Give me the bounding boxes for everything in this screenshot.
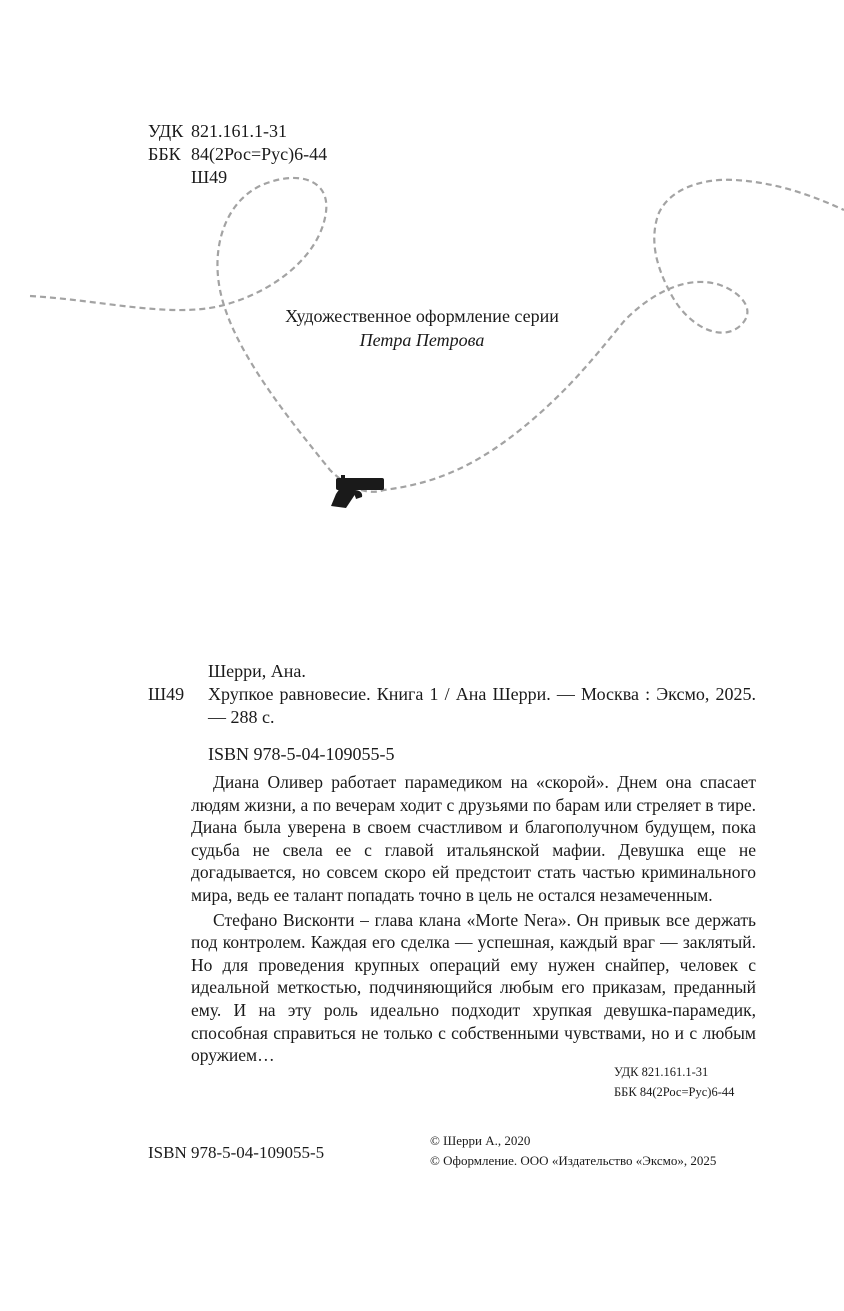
annotation-udk: УДК 821.161.1-31 — [614, 1065, 709, 1079]
annotation — [191, 771, 756, 1067]
udk-row — [148, 120, 327, 143]
entry-author: Шерри, Ана. — [208, 661, 306, 681]
annotation-paragraph-1: Диана Оливер работает парамедиком на «скорой». Днем она спасает людям жизни, а по вечерам ходит с друзьями по барам или стреляет в тире. Диана была уверена в своем счастливом и благополучном будущем, пока судьба не свела ее с главой итальянской мафии. Девушка еще не догадывается, но совсем скоро ей предстоит стать частью криминального мира, ведь ее талант попадать точно в цель не остался незамеченным. — [191, 772, 756, 905]
annotation-codes — [614, 1062, 734, 1102]
entry-description: Хрупкое равновесие. Книга 1 / Ана Шерри. — Москва : Эксмо, 2025. — 288 с. — [208, 684, 756, 727]
udk-label: УДК — [148, 121, 184, 141]
copyright-design: © Оформление. ООО «Издательство «Эксмо», 2025 — [430, 1153, 717, 1168]
bbk-value: 84(2Рос=Рус)6-44 — [191, 144, 328, 164]
entry-isbn: ISBN 978-5-04-109055-5 — [208, 744, 395, 764]
bbk-label: ББК — [148, 144, 181, 164]
dashed-trajectory-illustration — [0, 0, 844, 560]
entry-author-mark: Ш49 — [148, 684, 185, 704]
author-mark: Ш49 — [191, 167, 228, 187]
design-credit-artist: Петра Петрова — [359, 330, 485, 350]
annotation-bbk: ББК 84(2Рос=Рус)6-44 — [614, 1085, 735, 1099]
bibliographic-entry — [148, 660, 756, 766]
udk-value: 821.161.1-31 — [191, 121, 287, 141]
design-credit-line: Художественное оформление серии — [285, 306, 559, 326]
copyright-author: © Шерри А., 2020 — [430, 1133, 531, 1148]
annotation-paragraph-2: Стефано Висконти – глава клана «Morte Nera». Он привык все держать под контролем. Каждая его сделка — успешная, каждый враг — заклятый. Но для проведения крупных операций ему нужен снайпер, человек с идеальной меткостью, подчиняющийся любым его приказам, преданный ему. И на эту роль идеально подходит хрупкая девушка-парамедик, способная справиться не только с собственными чувствами, но и с любым оружием… — [191, 909, 756, 1066]
entry-main — [148, 683, 756, 729]
bbk-row — [148, 143, 327, 166]
classification-block — [148, 120, 327, 189]
footer-isbn: ISBN 978-5-04-109055-5 — [148, 1143, 325, 1162]
copyright-block — [430, 1131, 716, 1171]
